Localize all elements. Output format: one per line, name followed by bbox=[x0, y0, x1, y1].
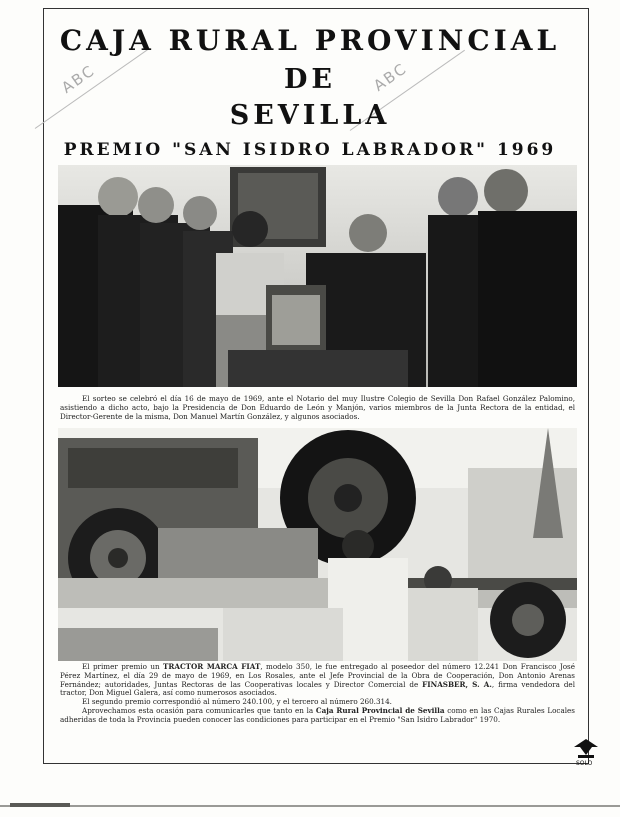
tractor-photo bbox=[58, 428, 577, 661]
caption-ceremony-text: El sorteo se celebró el día 16 de mayo de 1969, ante el Notario del muy Ilustre Colegio de Sevilla Don Rafael González Palomino, asistiendo a dicho acto, bajo la Presidencia de Don Eduardo de León y Manjón, varios miembros de la Junta Rectora de la entidad, el Director-Gerente de la misma, Don Manuel Martín González, y algunos asociados. bbox=[60, 394, 575, 421]
caption-ceremony bbox=[60, 395, 575, 421]
bottom-strip bbox=[0, 797, 620, 813]
caja-name: Caja Rural Provincial de Sevilla bbox=[315, 705, 445, 715]
caption-tractor bbox=[60, 663, 575, 725]
header-line-2: DE bbox=[284, 64, 336, 95]
caption-lead: El primer premio un bbox=[82, 662, 160, 671]
emblem-text: SOLO bbox=[576, 760, 593, 767]
watermark: ABC bbox=[58, 61, 99, 97]
tractor-name: TRACTOR MARCA FIAT bbox=[163, 662, 261, 671]
watermark: ABC bbox=[370, 59, 411, 95]
ceremony-photo bbox=[58, 165, 577, 387]
emblem-icon bbox=[572, 737, 600, 759]
header-line-1: CAJA RURAL PROVINCIAL bbox=[59, 24, 561, 57]
caption-notice-a: Aprovechamos esta ocasión para comunicarles que tanto en la bbox=[82, 705, 314, 715]
caption-tractor-para3 bbox=[60, 707, 575, 725]
caption-tractor-text-2: , firma vendedora del tractor, Don Miguel Galera, así como numerosos asociados. bbox=[60, 679, 575, 698]
prize-title: PREMIO "SAN ISIDRO LABRADOR" 1969 bbox=[63, 140, 557, 160]
caption-tractor-para2: El segundo premio correspondió al número 240.100, y el tercero al número 260.314. bbox=[82, 697, 392, 707]
finasber-name: FINASBER, S. A. bbox=[422, 679, 492, 689]
caption-tractor-para1 bbox=[60, 663, 575, 698]
caption-notice-b: como en las Cajas Rurales Locales adheridas de toda la Provincia pueden conocer las condiciones para participar en el Premio "San Isidro Labrador" 1970. bbox=[60, 705, 575, 724]
caption-tractor-text: , modelo 350, le fue entregado al poseedor del número 12.241 Don Francisco José Pérez Martínez, el día 29 de mayo de 1969, en Los Rosales, ante el Jefe Provincial de la Obra de Cooperación, Don Antonio Arenas Fernández; autoridades, Juntas Rectoras de las Cooperativas locales y Director Comercial de bbox=[60, 662, 575, 689]
header-line-3: SEVILLA bbox=[229, 100, 391, 131]
